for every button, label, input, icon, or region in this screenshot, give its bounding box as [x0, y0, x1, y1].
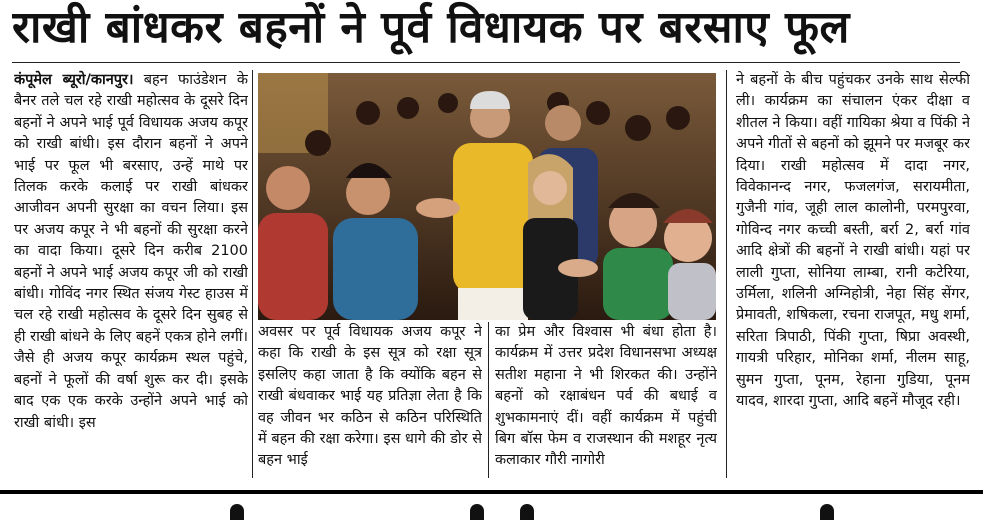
column-2-text: अवसर पर पूर्व विधायक अजय कपूर ने कहा कि राखी के इस सूत्र को रक्षा सूत्र इसलिए कहा जाता है कि क्योंकि बहन से राखी बंधवाकर भाई यह प्रतिज्ञा लेता है कि वह जीवन भर कठिन से कठिन परिस्थिति में बहन की रक्षा करेगा। इस धागे की डोर से बहन भाई: [258, 324, 482, 469]
article-column-2: [258, 322, 482, 478]
article-column-3: [495, 322, 717, 478]
headline: राखी बांधकर बहनों ने पूर्व विधायक पर बरसाए फूल: [12, 2, 850, 53]
column-4-text: ने बहनों के बीच पहुंचकर उनके साथ सेल्फी ली। कार्यक्रम का संचालन एंकर दीक्षा व शीतल ने किया। वहीं गायिका श्रेया व पिंकी ने अपने गीतों से बहनों को झूमने पर मजबूर कर दिया। राखी महोत्सव में दादा नगर, विवेकानन्द नगर, फजलगंज, सरायमीता, गुजैनी गांव, जूही लाल कालोनी, परमपुरवा, गोविन्द नगर कच्ची बस्ती, बर्रा 2, बर्रा गांव आदि क्षेत्रों की बहनों ने राखी बांधी। यहां पर लाली गुप्ता, सोनिया लाम्बा, रानी कटेरिया, उर्मिला, शलिनी अग्निहोत्री, नेहा सिंह सेंगर, प्रेमावती, शषिकला, रचना राजपूत, मधु शर्मा, सरिता त्रिपाठी, पिंकी गुप्ता, षिप्रा अवस्थी, गायत्री परिहार, मोनिका शर्मा, नीलम साहू, सुमन गुप्ता, पूनम, रेहाना गुडिया, पूनम यादव, शारदा गुप्ता, आदि बहनें मौजूद रही।: [736, 72, 970, 410]
column-divider: [252, 70, 253, 478]
column-1-text: बहन फाउंडेशन के बैनर तले चल रहे राखी महोत्सव के दूसरे दिन बहनों ने अपने भाई पूर्व विधायक अजय कपूर को राखी बांधी। इस दौरान बहनों ने अपने भाई पर फूल भी बरसाए, उन्हें माथे पर तिलक करके कलाई पर राखी बांधकर आजीवन अपनी सुरक्षा का वचन लिया। इस पर अजय कपूर ने भी बहनों की सुरक्षा करने का वादा किया। दूसरे दिन करीब 2100 बहनों ने अपने भाई अजय कपूर जी को राखी बांधी। गोविंद नगर स्थित संजय गेस्ट हाउस में चल रहे राखी महोत्सव के दूसरे दिन सुबह से ही राखी बांधने के लिए बहनें एकत्र होने लगीं। जैसे ही अजय कपूर कार्यक्रम स्थल पहुंचे, बहनों ने फूलों की वर्षा शुरू कर दी। इसके बाद एक एक करके उन्होंने अपने भाई को राखी बांधी। इस: [14, 72, 248, 431]
column-divider: [726, 70, 727, 478]
column-divider: [488, 322, 489, 478]
article-column-1: [14, 70, 248, 480]
dateline: कंपूमेल ब्यूरो/कानपुर।: [14, 72, 134, 88]
photo-illustration: [258, 73, 716, 320]
article-column-4: [736, 70, 970, 480]
headline-rule: [12, 62, 960, 63]
next-headline-fragment: [0, 494, 983, 520]
event-photo: [258, 73, 716, 320]
column-3-text: का प्रेम और विश्वास भी बंधा होता है। कार्यक्रम में उत्तर प्रदेश विधानसभा अध्यक्ष सतीश महाना ने भी शिरकत की। उन्होंने बहनों को रक्षाबंधन पर्व की बधाई व शुभकामनाएं दीं। वहीं कार्यक्रम में पहुंची बिग बॉस फेम व राजस्थान की मशहूर नृत्य कलाकार गौरी नागोरी: [495, 324, 717, 469]
